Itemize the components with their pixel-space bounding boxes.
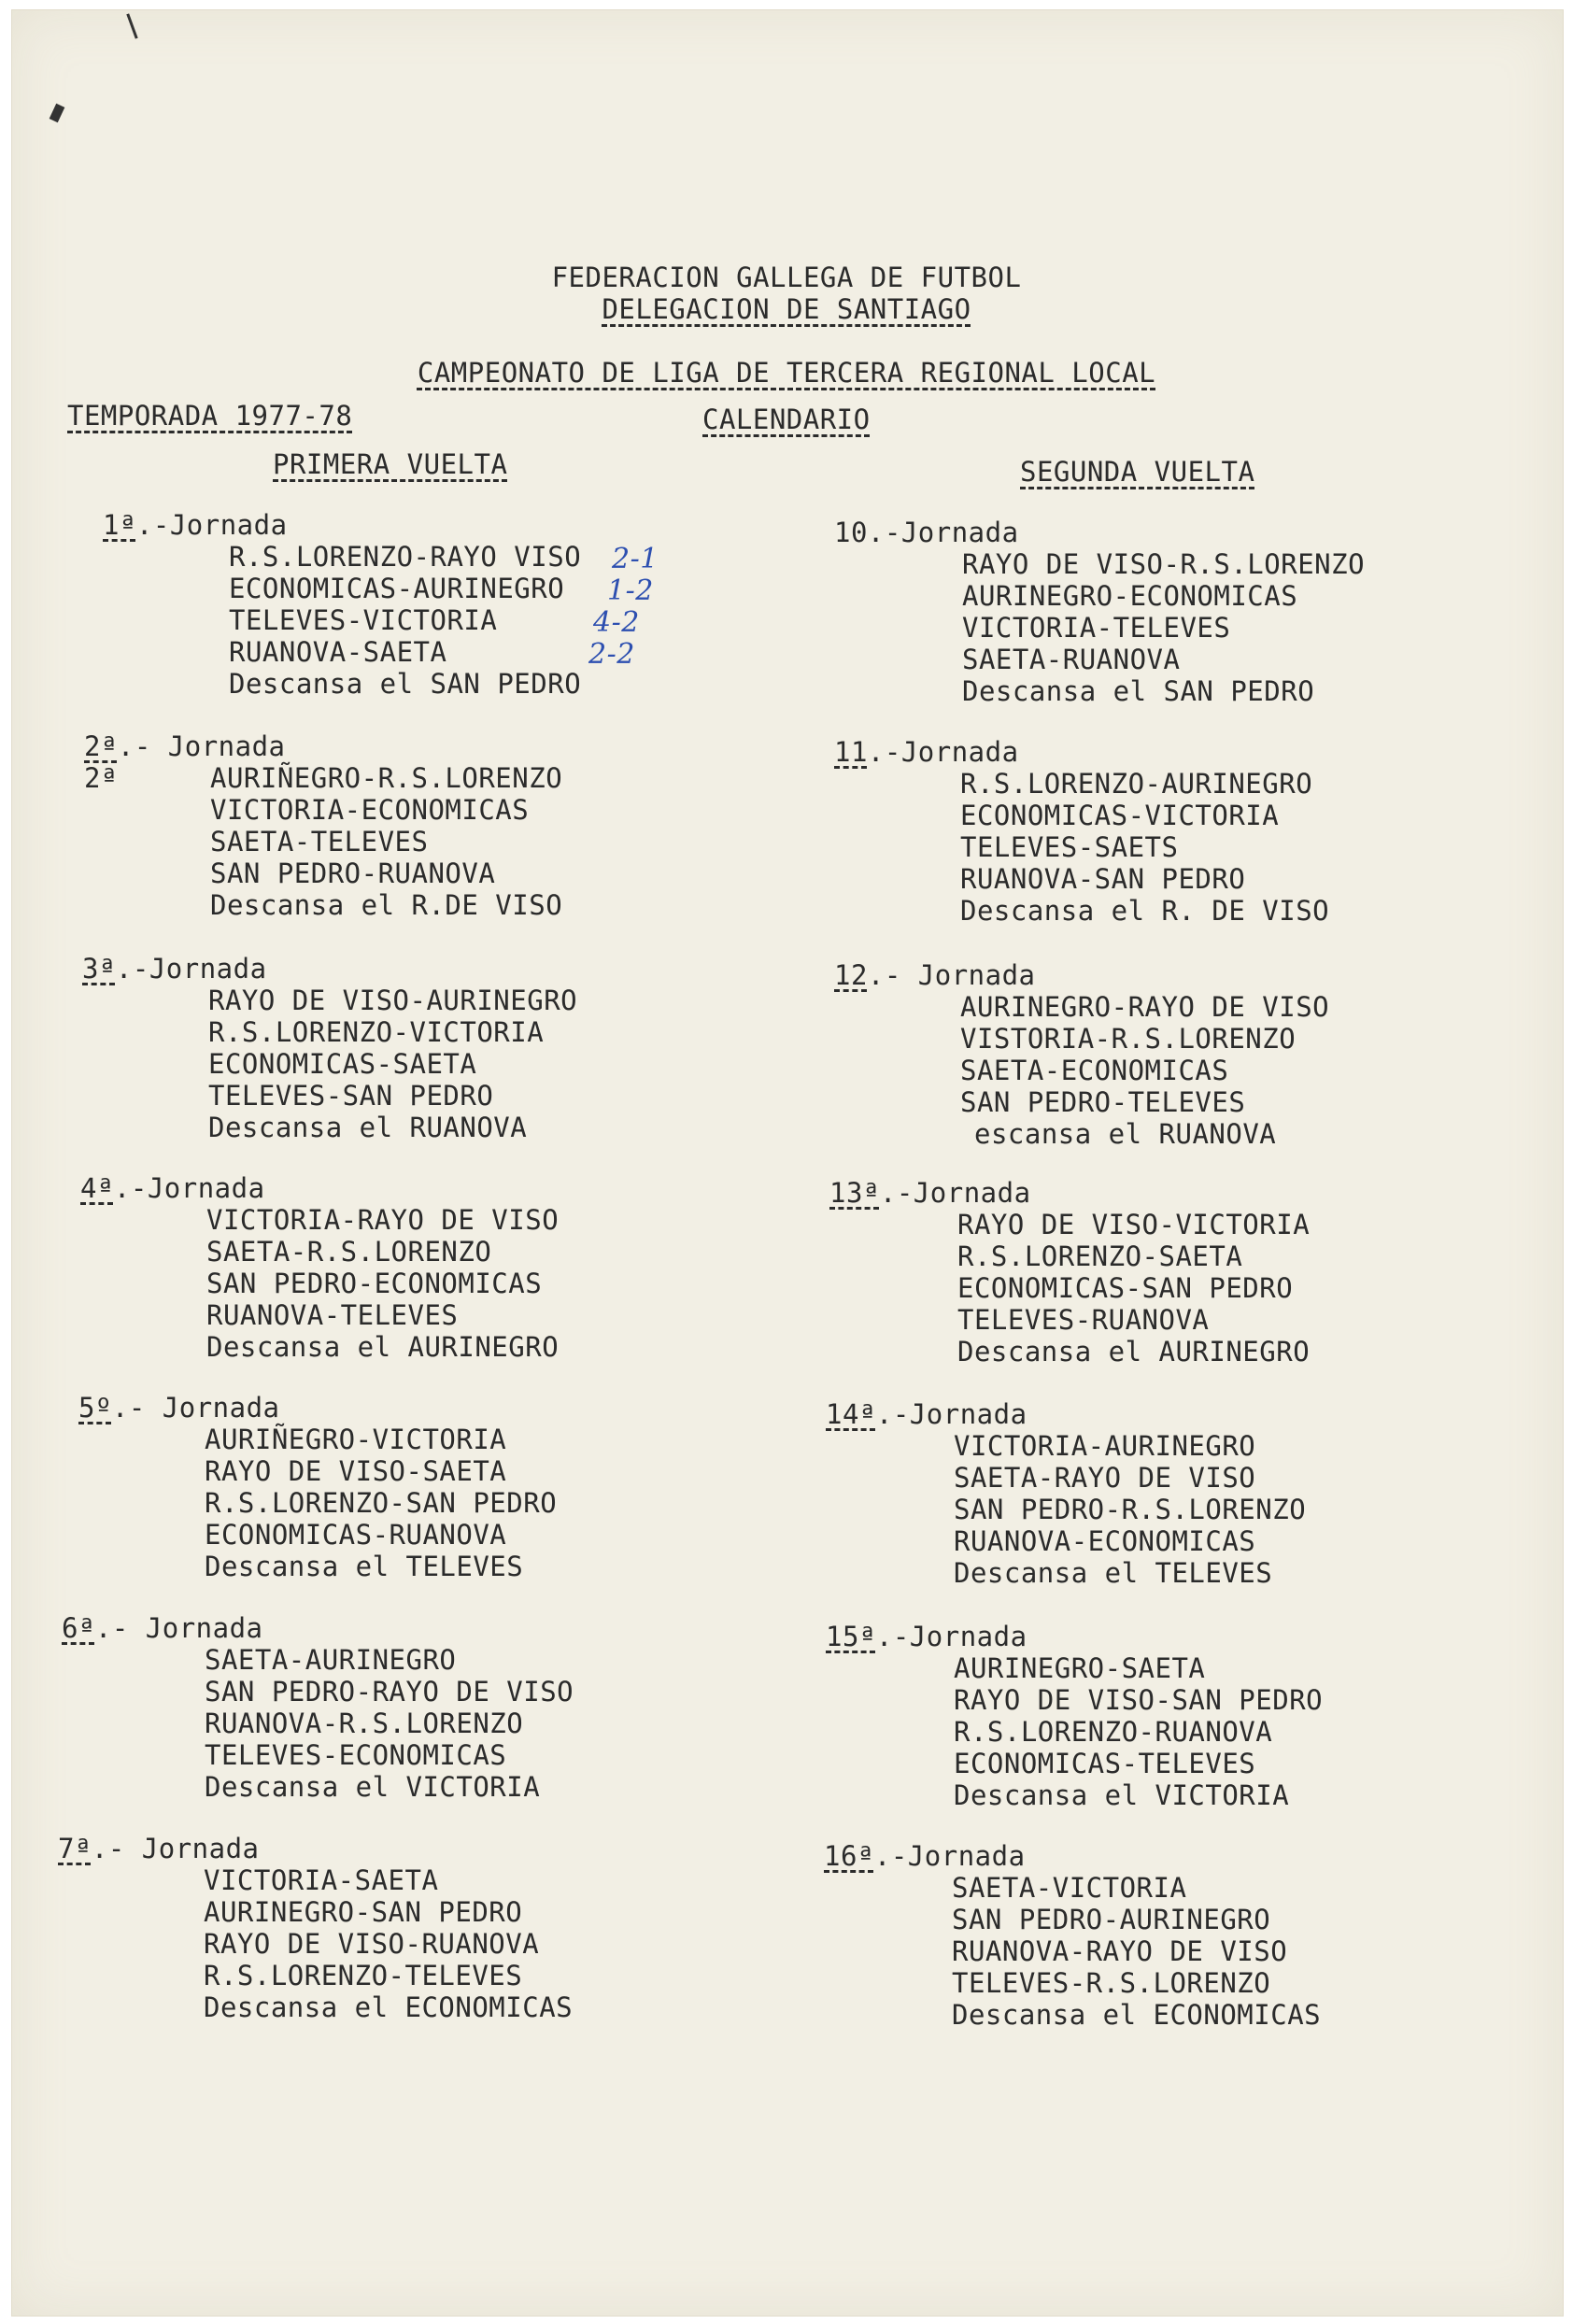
match-line: RAYO DE VISO-VICTORIA	[957, 1209, 1311, 1240]
match-line: R.S.LORENZO-AURINEGRO	[960, 768, 1313, 800]
match-line: SAN PEDRO-TELEVES	[960, 1086, 1246, 1118]
jornada-block	[82, 953, 577, 1143]
rest-line: Descansa el VICTORIA	[205, 1771, 541, 1803]
handwritten-score: 1-2	[607, 574, 654, 607]
match-line: TELEVES-SAETS	[960, 831, 1179, 863]
match-line: SAN PEDRO-AURINEGRO	[952, 1904, 1271, 1935]
match-line: ECONOMICAS-SAN PEDRO	[957, 1272, 1294, 1304]
match-line: ECONOMICAS-VICTORIA	[960, 800, 1280, 831]
rest-line: Descansa el R. DE VISO	[960, 895, 1330, 927]
handwritten-score: 2-2	[588, 638, 635, 671]
match-line: SAN PEDRO-RAYO DE VISO	[205, 1676, 574, 1708]
jornada-block	[834, 736, 1329, 927]
jornada-title: 7ª.- Jornada	[58, 1833, 260, 1864]
jornada-title: 13ª.-Jornada	[829, 1177, 1031, 1209]
match-line: VICTORIA-RAYO DE VISO	[206, 1204, 560, 1236]
jornada-block	[80, 1172, 559, 1363]
second-round-heading: SEGUNDA VUELTA	[1020, 456, 1255, 488]
jornada-block	[829, 1177, 1310, 1367]
jornada-title: 2ª.- Jornada	[84, 730, 286, 762]
jornada-block	[826, 1621, 1323, 1811]
match-line: TELEVES-R.S.LORENZO	[952, 1967, 1271, 1999]
jornada-block	[58, 1833, 573, 2023]
match-line: AURINEGRO-SAN PEDRO	[204, 1896, 523, 1928]
rest-line: Descansa el VICTORIA	[954, 1779, 1290, 1811]
rest-line: Descansa el RUANOVA	[208, 1112, 528, 1143]
match-line: AURINEGRO-RAYO DE VISO	[960, 991, 1330, 1023]
match-line: RAYO DE VISO-AURINEGRO	[208, 985, 578, 1016]
match-line: SAETA-R.S.LORENZO	[206, 1236, 492, 1268]
match-line: R.S.LORENZO-TELEVES	[204, 1960, 523, 1991]
delegation-title: DELEGACION DE SANTIAGO	[602, 293, 971, 325]
rest-line: escansa el RUANOVA	[974, 1118, 1277, 1150]
jornada-title: 11.-Jornada	[834, 736, 1019, 768]
match-line: TELEVES-SAN PEDRO	[208, 1080, 494, 1112]
jornada-block	[834, 517, 1365, 707]
jornada-title: 5º.- Jornada	[78, 1392, 280, 1424]
match-line: VISTORIA-R.S.LORENZO	[960, 1023, 1297, 1055]
jornada-title: 3ª.-Jornada	[82, 953, 267, 985]
rest-line: Descansa el TELEVES	[954, 1557, 1273, 1589]
season-label: TEMPORADA 1977-78	[67, 400, 353, 432]
jornada-title: 12.- Jornada	[834, 959, 1036, 991]
match-line: ECONOMICAS-SAETA	[208, 1048, 477, 1080]
jornada-block	[62, 1612, 574, 1803]
match-line: RUANOVA-RAYO DE VISO	[952, 1935, 1288, 1967]
rest-line: Descansa el AURINEGRO	[206, 1331, 560, 1363]
rest-line: Descansa el R.DE VISO	[210, 889, 563, 921]
jornada-title: 6ª.- Jornada	[62, 1612, 263, 1644]
jornada-block	[824, 1840, 1321, 2031]
match-line: AURINEGRO-ECONOMICAS	[962, 580, 1298, 612]
match-line: SAN PEDRO-R.S.LORENZO	[954, 1494, 1307, 1525]
match-line: VICTORIA-TELEVES	[962, 612, 1231, 644]
match-line: RAYO DE VISO-R.S.LORENZO	[962, 548, 1366, 580]
match-line: SAETA-TELEVES	[210, 826, 429, 857]
match-line: RUANOVA-TELEVES	[206, 1299, 459, 1331]
match-line: SAETA-ECONOMICAS	[960, 1055, 1229, 1086]
jornada-title: 16ª.-Jornada	[824, 1840, 1026, 1872]
championship-title: CAMPEONATO DE LIGA DE TERCERA REGIONAL LOCAL	[417, 357, 1156, 389]
match-line: TELEVES-ECONOMICAS	[205, 1739, 507, 1771]
match-line: ECONOMICAS-AURINEGRO	[229, 573, 565, 604]
match-line: RUANOVA-R.S.LORENZO	[205, 1708, 524, 1739]
handwritten-score: 2-1	[612, 543, 659, 575]
calendar-label: CALENDARIO	[702, 404, 871, 435]
rest-line: Descansa el ECONOMICAS	[952, 1999, 1322, 2031]
match-line: VICTORIA-SAETA	[204, 1864, 439, 1896]
first-round-heading: PRIMERA VUELTA	[273, 448, 508, 480]
jornada-block	[78, 1392, 557, 1582]
rest-line: Descansa el ECONOMICAS	[204, 1991, 574, 2023]
match-line: RAYO DE VISO-SAN PEDRO	[954, 1684, 1324, 1716]
match-line: TELEVES-RUANOVA	[957, 1304, 1210, 1336]
match-line: AURIÑEGRO-R.S.LORENZO	[210, 762, 563, 794]
match-line: R.S.LORENZO-SAN PEDRO	[205, 1487, 558, 1519]
match-line: RUANOVA-SAETA	[229, 636, 447, 668]
jornada-title: 15ª.-Jornada	[826, 1621, 1027, 1652]
match-line: SAETA-RUANOVA	[962, 644, 1181, 675]
jornada-title: 4ª.-Jornada	[80, 1172, 265, 1204]
match-line: RUANOVA-ECONOMICAS	[954, 1525, 1256, 1557]
match-line: SAN PEDRO-RUANOVA	[210, 857, 496, 889]
jornada-title: 1ª.-Jornada	[103, 509, 288, 541]
match-line: SAETA-AURINEGRO	[205, 1644, 457, 1676]
match-line: VICTORIA-AURINEGRO	[954, 1430, 1256, 1462]
match-line: RAYO DE VISO-RUANOVA	[204, 1928, 540, 1960]
match-line: R.S.LORENZO-SAETA	[957, 1240, 1243, 1272]
jornada-title: 14ª.-Jornada	[826, 1398, 1027, 1430]
match-line: TELEVES-VICTORIA	[229, 604, 498, 636]
match-line: SAETA-RAYO DE VISO	[954, 1462, 1256, 1494]
match-line: SAN PEDRO-ECONOMICAS	[206, 1268, 543, 1299]
match-line: R.S.LORENZO-RUANOVA	[954, 1716, 1273, 1748]
match-line: ECONOMICAS-TELEVES	[954, 1748, 1256, 1779]
match-line: ECONOMICAS-RUANOVA	[205, 1519, 507, 1551]
jornada-block	[103, 509, 659, 700]
match-line: RUANOVA-SAN PEDRO	[960, 863, 1246, 895]
match-line: AURIÑEGRO-VICTORIA	[205, 1424, 507, 1455]
match-line: R.S.LORENZO-RAYO VISO	[229, 541, 582, 573]
rest-line: Descansa el TELEVES	[205, 1551, 524, 1582]
jornada-block	[826, 1398, 1306, 1589]
extra-number: 2ª	[84, 762, 118, 794]
rest-line: Descansa el SAN PEDRO	[962, 675, 1315, 707]
match-line: AURINEGRO-SAETA	[954, 1652, 1206, 1684]
match-line: VICTORIA-ECONOMICAS	[210, 794, 530, 826]
federation-title: FEDERACION GALLEGA DE FUTBOL	[551, 262, 1022, 293]
jornada-title: 10.-Jornada	[834, 517, 1019, 548]
jornada-block	[84, 730, 562, 921]
rest-line: Descansa el AURINEGRO	[957, 1336, 1311, 1367]
match-line: RAYO DE VISO-SAETA	[205, 1455, 507, 1487]
jornada-block	[834, 959, 1329, 1150]
match-line: R.S.LORENZO-VICTORIA	[208, 1016, 545, 1048]
handwritten-score: 4-2	[593, 606, 640, 639]
match-line: SAETA-VICTORIA	[952, 1872, 1187, 1904]
rest-line: Descansa el SAN PEDRO	[229, 668, 582, 700]
